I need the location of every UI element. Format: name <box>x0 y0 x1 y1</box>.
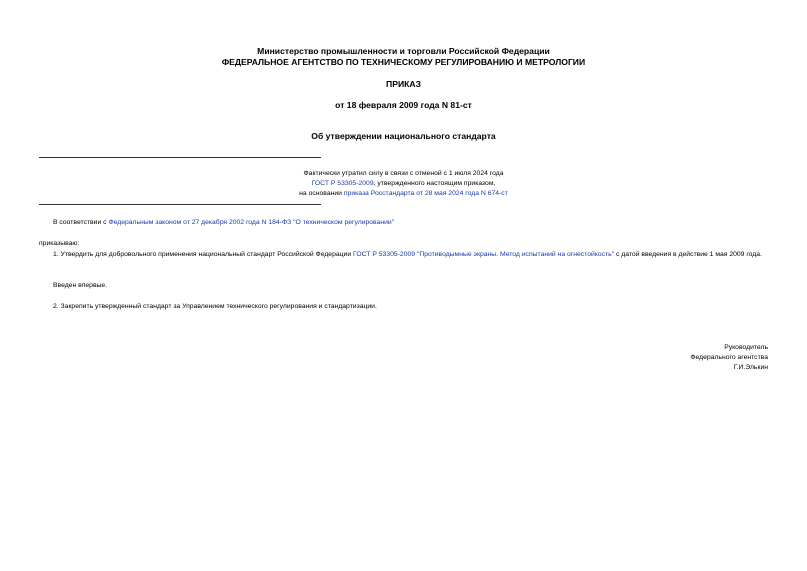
preamble-text: В соответствии с <box>53 219 109 226</box>
doc-date: от 18 февраля 2009 года N 81-ст <box>335 100 472 110</box>
status-line-2-text: , утвержденного настоящим приказом, <box>373 180 496 187</box>
signature-position-1: Руководитель <box>724 344 768 351</box>
federal-law-link[interactable]: Федеральным законом от 27 декабря 2002 года N 184-ФЗ "О техническом регулировании" <box>108 219 395 226</box>
status-line-1: Фактически утратил силу в связи с отменой с 1 июля 2024 года <box>303 170 504 177</box>
introduced-note: Введен впервые. <box>53 282 108 289</box>
signature-position-2: Федерального агентства <box>690 354 768 361</box>
divider-bottom <box>39 204 321 205</box>
status-line-2 <box>0 179 807 189</box>
ministry-name: Министерство промышленности и торговли Российской Федерации <box>257 46 550 56</box>
doc-title: Об утверждении национального стандарта <box>311 131 496 141</box>
preamble <box>39 218 769 228</box>
signature-name: Г.И.Элькин <box>733 364 768 371</box>
status-gost-link[interactable]: ГОСТ Р 53305-2009 <box>311 180 374 187</box>
doc-type: ПРИКАЗ <box>386 79 421 89</box>
item-1-text-before: 1. Утвердить для добровольного применения национальный стандарт Российской Федерации <box>53 251 354 258</box>
status-line-3 <box>0 189 807 199</box>
status-line-3-text: на основании <box>299 190 344 197</box>
item-1 <box>39 250 769 260</box>
status-order-link[interactable]: приказа Росстандарта от 28 мая 2024 года N 674-ст <box>343 190 508 197</box>
agency-name: ФЕДЕРАЛЬНОЕ АГЕНТСТВО ПО ТЕХНИЧЕСКОМУ РЕГУЛИРОВАНИЮ И МЕТРОЛОГИИ <box>221 57 586 67</box>
gost-standard-link[interactable]: ГОСТ Р 53305-2009 "Противодымные экраны. Метод испытаний на огнестойкость" <box>353 251 615 258</box>
divider-top <box>39 157 321 158</box>
item-1-text-after: с датой введения в действие 1 мая 2009 года. <box>614 251 762 258</box>
item-2: 2. Закрепить утвержденный стандарт за Управлением технического регулирования и стандартизации. <box>53 303 377 310</box>
order-word: приказываю: <box>39 240 80 247</box>
